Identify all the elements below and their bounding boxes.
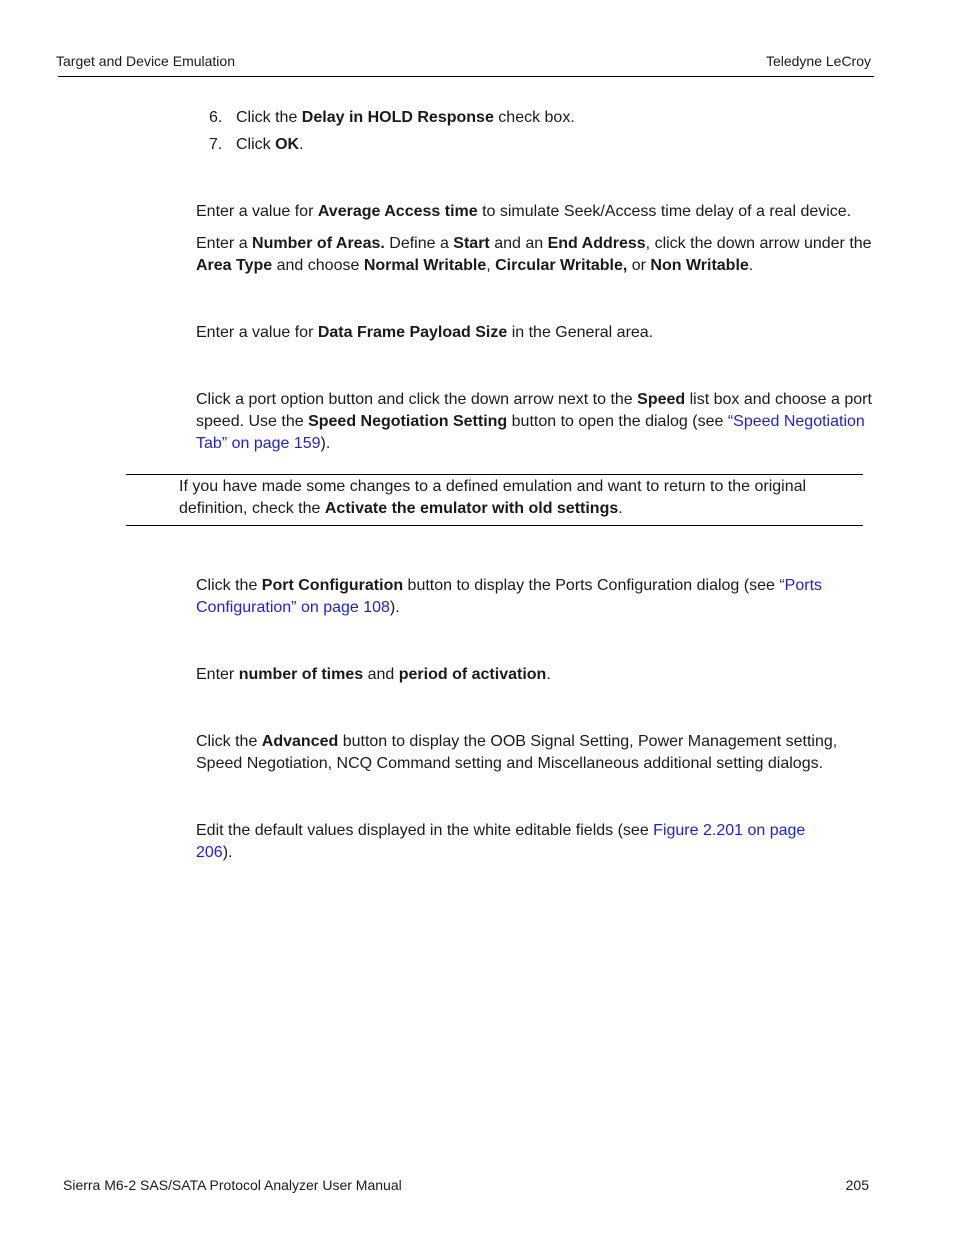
step-7: 7. Click OK. [209, 136, 304, 153]
link-ports-configuration[interactable]: “Ports Configuration” on page 108 [196, 577, 823, 616]
step-6: 6. Click the Delay in HOLD Response check box. [209, 109, 575, 126]
paragraph-edit-defaults: Edit the default values displayed in the white editable fields (see Figure 2.201 on page 206). [196, 822, 806, 861]
footer-manual-title: Sierra M6-2 SAS/SATA Protocol Analyzer User Manual [63, 1177, 402, 1193]
link-speed-negotiation-tab[interactable]: “Speed Negotiation Tab” on page 159 [196, 413, 865, 452]
paragraph-port-configuration: Click the Port Configuration button to display the Ports Configuration dialog (see “Ports Configuration” on page 108). [196, 577, 823, 616]
note-bottom-rule [126, 525, 863, 526]
footer-page-number: 205 [845, 1177, 869, 1193]
note-top-rule [126, 474, 863, 475]
paragraph-access-time: Enter a value for Average Access time to simulate Seek/Access time delay of a real device. [196, 203, 852, 220]
paragraph-advanced: Click the Advanced button to display the OOB Signal Setting, Power Management setting, Speed Negotiation, NCQ Command setting and Miscellaneous additional setting dialogs. [196, 733, 838, 772]
header-section-title: Target and Device Emulation [56, 53, 235, 69]
paragraph-areas: Enter a Number of Areas. Define a Start and an End Address, click the down arrow under the Area Type and choose Normal Writable, Circular Writable, or Non Writable. [196, 235, 872, 274]
note-text: If you have made some changes to a defined emulation and want to return to the original definition, check the Activate the emulator with old settings. [179, 478, 807, 517]
header-rule [58, 76, 874, 77]
paragraph-activation: Enter number of times and period of activation. [196, 666, 551, 683]
paragraph-port-speed: Click a port option button and click the down arrow next to the Speed list box and choose a port speed. Use the Speed Negotiation Setting button to open the dialog (see “Speed Negotiation Tab” on page 159). [196, 391, 872, 452]
link-figure-2-201[interactable]: Figure 2.201 on page 206 [196, 822, 806, 861]
paragraph-payload-size: Enter a value for Data Frame Payload Size in the General area. [196, 324, 654, 341]
header-company: Teledyne LeCroy [765, 53, 871, 69]
